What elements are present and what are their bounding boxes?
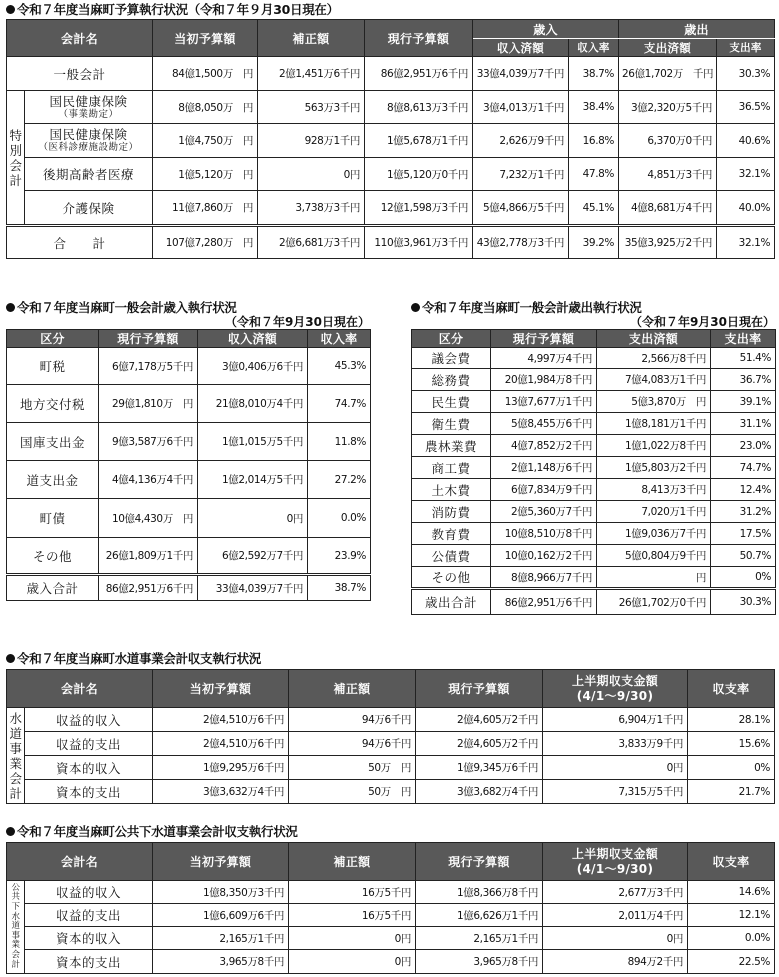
row-name: 合 計 (7, 226, 153, 259)
cell-correction: 0円 (289, 927, 416, 950)
cell-rate: 30.3% (711, 589, 776, 615)
sewer-section (6, 824, 774, 974)
cell-current: 1億9,345万6千円 (416, 756, 543, 780)
col-header-category: 区分 (412, 330, 491, 348)
revenue-header-row (7, 330, 371, 348)
cell-rate: 28.1% (688, 708, 775, 732)
cell-rate: 74.7% (308, 385, 371, 423)
expenditure-date: （令和７年9月30日現在） (629, 315, 775, 329)
cell-expenditure-rate: 40.0% (717, 191, 775, 226)
cell-expenditure-rate: 32.1% (717, 226, 775, 259)
row-name: 資本的収入 (25, 927, 153, 950)
cell-current: 5億8,455万6千円 (491, 413, 597, 435)
table-row (7, 385, 371, 423)
row-name: 収益的支出 (25, 732, 153, 756)
bullet-icon (6, 827, 15, 836)
row-category: 総務費 (412, 369, 491, 391)
row-name-main: 国民健康保険 (49, 93, 128, 109)
cell-revenue-settled: 7,232万1千円 (473, 158, 569, 191)
cell-half: 7,315万5千円 (543, 780, 688, 804)
cell-revenue-rate: 47.8% (569, 158, 619, 191)
budget-table (6, 19, 775, 259)
row-category: 地方交付税 (7, 385, 99, 423)
col-header-name: 会計名 (7, 20, 153, 57)
cell-current: 2億1,148万6千円 (491, 457, 597, 479)
col-header-current: 現行予算額 (416, 670, 543, 708)
cell-settled: 21億8,010万4千円 (198, 385, 308, 423)
cell-initial: 107億7,280万 円 (153, 226, 258, 259)
col-header-correction: 補正額 (289, 843, 416, 881)
col-header-expenditure-settled: 支出済額 (619, 39, 717, 57)
bullet-icon (411, 303, 420, 312)
cell-correction: 3,738万3千円 (258, 191, 365, 226)
expenditure-section-title (411, 300, 775, 315)
total-row (7, 226, 775, 259)
cell-initial: 2,165万1千円 (153, 927, 289, 950)
col-header-correction: 補正額 (289, 670, 416, 708)
col-header-half (543, 843, 688, 881)
col-header-rate: 収入率 (308, 330, 371, 348)
cell-current: 10億8,510万8千円 (491, 523, 597, 545)
budget-section-title (6, 2, 774, 17)
cell-current: 10億0,162万2千円 (491, 545, 597, 567)
sewer-account-label (7, 881, 25, 974)
table-row (7, 927, 775, 950)
cell-expenditure-settled: 4,851万3千円 (619, 158, 717, 191)
table-row (7, 950, 775, 974)
row-name-sub: （事業勘定） (58, 108, 119, 120)
cell-rate: 21.7% (688, 780, 775, 804)
row-name-sub: （医科診療施設勘定） (38, 142, 139, 153)
cell-current: 26億1,809万1千円 (99, 538, 198, 575)
table-row (412, 413, 776, 435)
cell-revenue-rate: 45.1% (569, 191, 619, 226)
sewer-table (6, 842, 775, 974)
cell-settled: 33億4,039万7千円 (198, 575, 308, 601)
revenue-title-text: 令和７年度当麻町一般会計歳入執行状況 (17, 300, 237, 315)
col-header-rate: 収支率 (688, 670, 775, 708)
water-table (6, 669, 775, 804)
table-row (7, 124, 775, 158)
cell-rate: 31.1% (711, 413, 776, 435)
total-row (7, 575, 371, 601)
cell-half: 0円 (543, 756, 688, 780)
cell-correction: 2億1,451万6千円 (258, 57, 365, 91)
cell-correction: 16万5千円 (289, 881, 416, 904)
total-row (412, 589, 776, 615)
cell-current: 10億4,430万 円 (99, 499, 198, 538)
cell-settled: 円 (597, 567, 711, 589)
cell-revenue-settled: 3億4,013万1千円 (473, 91, 569, 124)
cell-initial: 1億6,609万6千円 (153, 904, 289, 927)
cell-initial: 8億8,050万 円 (153, 91, 258, 124)
cell-rate: 50.7% (711, 545, 776, 567)
row-category: 衛生費 (412, 413, 491, 435)
cell-current: 110億3,961万3千円 (365, 226, 473, 259)
cell-half: 3,833万9千円 (543, 732, 688, 756)
cell-settled: 1億1,022万8千円 (597, 435, 711, 457)
table-row (412, 435, 776, 457)
col-header-current: 現行予算額 (99, 330, 198, 348)
cell-rate: 0% (711, 567, 776, 589)
cell-settled: 7,020万1千円 (597, 501, 711, 523)
table-row (7, 732, 775, 756)
row-name: 後期高齢者医療 (25, 158, 153, 191)
col-header-expenditure: 歳出 (619, 20, 775, 39)
cell-initial: 1億5,120万 円 (153, 158, 258, 191)
cell-settled: 1億1,015万5千円 (198, 423, 308, 461)
cell-rate: 22.5% (688, 950, 775, 974)
cell-rate: 14.6% (688, 881, 775, 904)
table-row (412, 545, 776, 567)
cell-current: 1億8,366万8千円 (416, 881, 543, 904)
cell-current: 2億4,605万2千円 (416, 732, 543, 756)
cell-current: 2,165万1千円 (416, 927, 543, 950)
cell-rate: 0.0% (688, 927, 775, 950)
cell-half: 894万2千円 (543, 950, 688, 974)
sewer-header-row (7, 843, 775, 881)
cell-settled: 26億1,702万0千円 (597, 589, 711, 615)
cell-current: 9億3,587万6千円 (99, 423, 198, 461)
row-name-main: 国民健康保険 (49, 127, 128, 142)
col-header-half-text: 上半期収支金額 (571, 846, 659, 861)
row-category: 農林業費 (412, 435, 491, 457)
water-account-label (7, 708, 25, 804)
cell-current: 86億2,951万6千円 (491, 589, 597, 615)
col-header-initial: 当初予算額 (153, 20, 258, 57)
col-header-current: 現行予算額 (491, 330, 597, 348)
cell-settled: 2,566万8千円 (597, 348, 711, 369)
row-category: その他 (412, 567, 491, 589)
row-category: 歳出合計 (412, 589, 491, 615)
row-category: 道支出金 (7, 461, 99, 499)
cell-initial: 1億4,750万 円 (153, 124, 258, 158)
col-header-revenue-settled: 収入済額 (473, 39, 569, 57)
cell-correction: 2億6,681万3千円 (258, 226, 365, 259)
revenue-date: （令和７年9月30日現在） (224, 315, 370, 329)
cell-rate: 74.7% (711, 457, 776, 479)
cell-revenue-rate: 38.7% (569, 57, 619, 91)
row-category: 町債 (7, 499, 99, 538)
col-header-settled: 収入済額 (198, 330, 308, 348)
table-row (7, 499, 371, 538)
budget-section (6, 2, 774, 259)
cell-half: 2,677万3千円 (543, 881, 688, 904)
cell-rate: 12.4% (711, 479, 776, 501)
cell-current: 1億6,626万1千円 (416, 904, 543, 927)
cell-initial: 2億4,510万6千円 (153, 732, 289, 756)
revenue-section-title (6, 300, 370, 315)
row-category: 公債費 (412, 545, 491, 567)
cell-correction: 0円 (289, 950, 416, 974)
cell-rate: 27.2% (308, 461, 371, 499)
cell-rate: 0% (688, 756, 775, 780)
col-header-initial: 当初予算額 (153, 843, 289, 881)
col-header-expenditure-rate: 支出率 (717, 39, 775, 57)
row-name: 資本的支出 (25, 950, 153, 974)
cell-current: 1億5,120万0千円 (365, 158, 473, 191)
row-category: 消防費 (412, 501, 491, 523)
row-name (25, 124, 153, 158)
cell-expenditure-settled: 4億8,681万4千円 (619, 191, 717, 226)
cell-settled: 3億0,406万6千円 (198, 348, 308, 385)
cell-rate: 45.3% (308, 348, 371, 385)
cell-rate: 15.6% (688, 732, 775, 756)
col-header-initial: 当初予算額 (153, 670, 289, 708)
cell-settled: 1億9,036万7千円 (597, 523, 711, 545)
cell-settled: 7億4,083万1千円 (597, 369, 711, 391)
cell-half: 2,011万4千円 (543, 904, 688, 927)
cell-initial: 2億4,510万6千円 (153, 708, 289, 732)
expenditure-title-text: 令和７年度当麻町一般会計歳出執行状況 (422, 300, 642, 315)
revenue-section (6, 300, 370, 601)
water-section (6, 651, 774, 804)
col-header-half (543, 670, 688, 708)
cell-correction: 563万3千円 (258, 91, 365, 124)
bullet-icon (6, 654, 15, 663)
sewer-section-title (6, 824, 774, 839)
table-row (7, 91, 775, 124)
table-row (7, 191, 775, 226)
row-category: 町税 (7, 348, 99, 385)
row-category: 民生費 (412, 391, 491, 413)
cell-current: 86億2,951万6千円 (99, 575, 198, 601)
cell-expenditure-rate: 36.5% (717, 91, 775, 124)
cell-settled: 1億8,181万1千円 (597, 413, 711, 435)
bullet-icon (6, 5, 15, 14)
cell-correction: 50万 円 (289, 780, 416, 804)
row-name: 収益的収入 (25, 708, 153, 732)
cell-settled: 1億5,803万2千円 (597, 457, 711, 479)
table-row (7, 780, 775, 804)
row-name: 収益的支出 (25, 904, 153, 927)
bullet-icon (6, 303, 15, 312)
cell-current: 12億1,598万3千円 (365, 191, 473, 226)
cell-settled: 0円 (198, 499, 308, 538)
cell-rate: 12.1% (688, 904, 775, 927)
sewer-title-text: 令和７年度当麻町公共下水道事業会計収支執行状況 (17, 824, 298, 839)
col-header-category: 区分 (7, 330, 99, 348)
table-row (7, 756, 775, 780)
cell-revenue-settled: 43億2,778万3千円 (473, 226, 569, 259)
cell-current: 4億7,852万2千円 (491, 435, 597, 457)
col-header-current: 現行予算額 (416, 843, 543, 881)
cell-current: 8億8,966万7千円 (491, 567, 597, 589)
row-category: 国庫支出金 (7, 423, 99, 461)
cell-correction: 50万 円 (289, 756, 416, 780)
cell-settled: 8,413万3千円 (597, 479, 711, 501)
expenditure-table (411, 329, 776, 615)
cell-correction: 94万6千円 (289, 732, 416, 756)
cell-current: 2億4,605万2千円 (416, 708, 543, 732)
cell-rate: 39.1% (711, 391, 776, 413)
table-row (412, 567, 776, 589)
cell-current: 3億3,682万4千円 (416, 780, 543, 804)
col-header-settled: 支出済額 (597, 330, 711, 348)
cell-rate: 17.5% (711, 523, 776, 545)
cell-rate: 0.0% (308, 499, 371, 538)
cell-rate: 51.4% (711, 348, 776, 369)
cell-current: 6億7,178万5千円 (99, 348, 198, 385)
table-row (7, 708, 775, 732)
cell-current: 86億2,951万6千円 (365, 57, 473, 91)
row-name (25, 91, 153, 124)
cell-initial: 11億7,860万 円 (153, 191, 258, 226)
budget-header-row (7, 20, 775, 39)
col-header-half-period: (4/1～9/30) (576, 688, 654, 703)
row-name: 資本的収入 (25, 756, 153, 780)
cell-current: 13億7,677万1千円 (491, 391, 597, 413)
table-row (7, 904, 775, 927)
cell-current: 8億8,613万3千円 (365, 91, 473, 124)
special-account-label (7, 91, 25, 226)
col-header-name: 会計名 (7, 843, 153, 881)
cell-expenditure-settled: 35億3,925万2千円 (619, 226, 717, 259)
cell-rate: 11.8% (308, 423, 371, 461)
cell-initial: 1億8,350万3千円 (153, 881, 289, 904)
row-name: 収益的収入 (25, 881, 153, 904)
water-header-row (7, 670, 775, 708)
row-category: 歳入合計 (7, 575, 99, 601)
cell-current: 20億1,984万8千円 (491, 369, 597, 391)
water-title-text: 令和７年度当麻町水道事業会計収支執行状況 (17, 651, 262, 666)
col-header-half-period: (4/1～9/30) (576, 861, 654, 876)
row-category: 議会費 (412, 348, 491, 369)
row-name: 介護保険 (25, 191, 153, 226)
table-row (7, 423, 371, 461)
table-row (7, 348, 371, 385)
cell-revenue-rate: 38.4% (569, 91, 619, 124)
table-row (412, 391, 776, 413)
cell-correction: 0円 (258, 158, 365, 191)
cell-correction: 94万6千円 (289, 708, 416, 732)
table-row (412, 479, 776, 501)
cell-expenditure-settled: 3億2,320万5千円 (619, 91, 717, 124)
table-row (412, 348, 776, 369)
budget-title-text: 令和７年度当麻町予算執行状況（令和７年９月30日現在） (17, 2, 339, 17)
cell-settled: 5億0,804万9千円 (597, 545, 711, 567)
expenditure-header-row (412, 330, 776, 348)
cell-expenditure-settled: 26億1,702万 千円 (619, 57, 717, 91)
col-header-revenue-rate: 収入率 (569, 39, 619, 57)
cell-current: 3,965万8千円 (416, 950, 543, 974)
cell-rate: 31.2% (711, 501, 776, 523)
cell-initial: 1億9,295万6千円 (153, 756, 289, 780)
cell-current: 4億4,136万4千円 (99, 461, 198, 499)
cell-expenditure-settled: 6,370万0千円 (619, 124, 717, 158)
cell-half: 6,904万1千円 (543, 708, 688, 732)
cell-settled: 5億3,870万 円 (597, 391, 711, 413)
cell-rate: 36.7% (711, 369, 776, 391)
cell-initial: 84億1,500万 円 (153, 57, 258, 91)
row-category: 教育費 (412, 523, 491, 545)
cell-expenditure-rate: 32.1% (717, 158, 775, 191)
cell-current: 29億1,810万 円 (99, 385, 198, 423)
cell-rate: 38.7% (308, 575, 371, 601)
water-account-label-text: 水道事業会計 (9, 710, 22, 801)
col-header-half-text: 上半期収支金額 (571, 673, 659, 688)
col-header-rate: 収支率 (688, 843, 775, 881)
cell-initial: 3億3,632万4千円 (153, 780, 289, 804)
row-name: 一般会計 (7, 57, 153, 91)
cell-rate: 23.0% (711, 435, 776, 457)
row-category: 商工費 (412, 457, 491, 479)
table-row (7, 881, 775, 904)
cell-expenditure-rate: 30.3% (717, 57, 775, 91)
special-account-label-text: 特別会計 (9, 127, 22, 188)
cell-expenditure-rate: 40.6% (717, 124, 775, 158)
cell-initial: 3,965万8千円 (153, 950, 289, 974)
water-section-title (6, 651, 774, 666)
cell-revenue-rate: 16.8% (569, 124, 619, 158)
row-category: その他 (7, 538, 99, 575)
cell-settled: 1億2,014万5千円 (198, 461, 308, 499)
cell-revenue-settled: 5億4,866万5千円 (473, 191, 569, 226)
cell-correction: 928万1千円 (258, 124, 365, 158)
cell-revenue-rate: 39.2% (569, 226, 619, 259)
col-header-current: 現行予算額 (365, 20, 473, 57)
row-name: 資本的支出 (25, 780, 153, 804)
table-row (7, 158, 775, 191)
table-row (7, 57, 775, 91)
cell-current: 4,997万4千円 (491, 348, 597, 369)
cell-revenue-settled: 33億4,039万7千円 (473, 57, 569, 91)
col-header-name: 会計名 (7, 670, 153, 708)
col-header-revenue: 歳入 (473, 20, 619, 39)
cell-half: 0円 (543, 927, 688, 950)
cell-revenue-settled: 2,626万9千円 (473, 124, 569, 158)
cell-current: 2億5,360万7千円 (491, 501, 597, 523)
table-row (412, 523, 776, 545)
cell-settled: 6億2,592万7千円 (198, 538, 308, 575)
sewer-account-label-text: 公共下水道事業会計 (11, 882, 20, 970)
table-row (412, 369, 776, 391)
col-header-correction: 補正額 (258, 20, 365, 57)
table-row (7, 538, 371, 575)
table-row (412, 457, 776, 479)
table-row (7, 461, 371, 499)
cell-current: 1億5,678万1千円 (365, 124, 473, 158)
cell-correction: 16万5千円 (289, 904, 416, 927)
cell-current: 6億7,834万9千円 (491, 479, 597, 501)
table-row (412, 501, 776, 523)
revenue-table (6, 329, 371, 601)
row-category: 土木費 (412, 479, 491, 501)
expenditure-section (411, 300, 775, 615)
cell-rate: 23.9% (308, 538, 371, 575)
col-header-rate: 支出率 (711, 330, 776, 348)
